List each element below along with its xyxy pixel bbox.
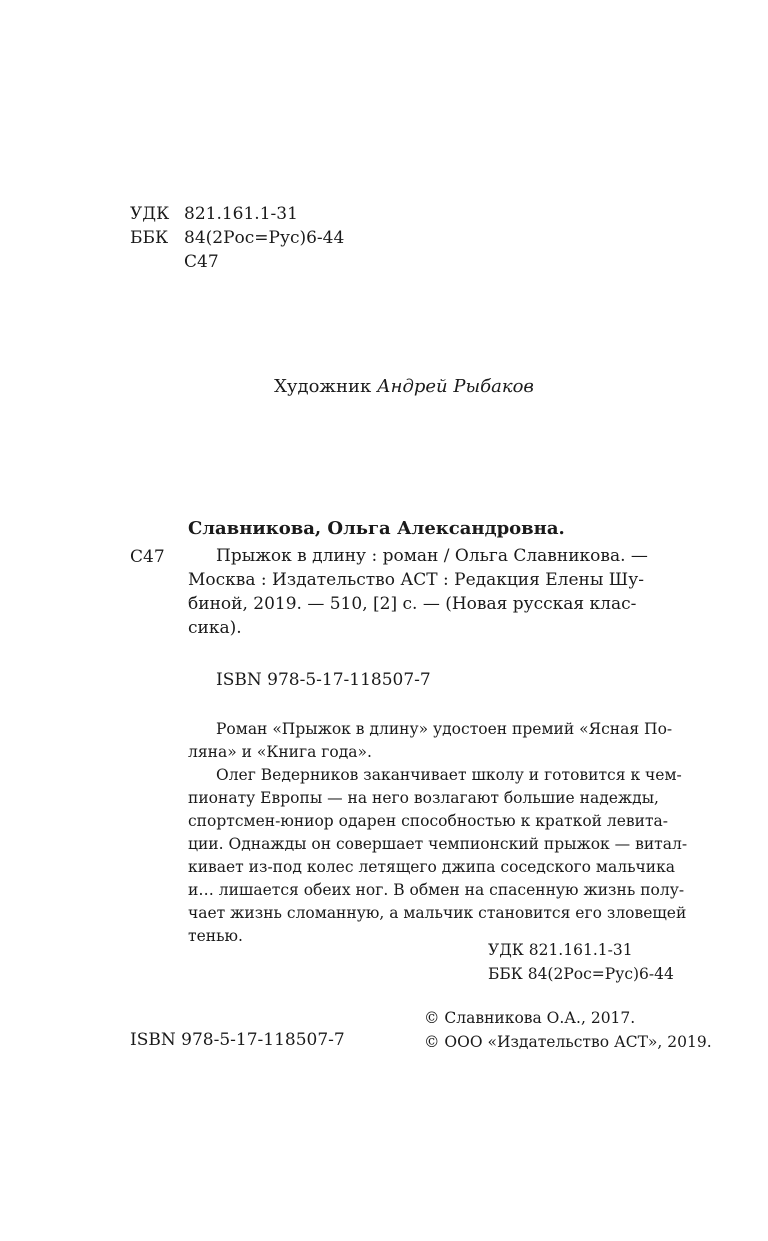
- bib-line-3: биной, 2019. — 510, [2] с. — (Новая русская клас-: [188, 594, 637, 614]
- copyright-author: © Славникова О.А., 2017.: [424, 1009, 636, 1027]
- annotation-line-5: спортсмен-юниор одарен способностью к краткой левита-: [188, 812, 669, 830]
- author-heading: Славникова, Ольга Александровна.: [188, 518, 565, 539]
- artist-name: Андрей Рыбаков: [376, 376, 534, 397]
- annotation-line-8: и… лишается обеих ног. В обмен на спасенную жизнь полу-: [188, 881, 685, 899]
- udk-row: [130, 202, 344, 226]
- udk-code: УДК 821.161.1-31: [488, 941, 633, 959]
- bib-author-mark: С47: [130, 547, 165, 567]
- bbk-label: ББК: [130, 228, 169, 248]
- annotation-line-2: ляна» и «Книга года».: [188, 743, 372, 761]
- codes-block: [488, 938, 674, 986]
- udk-label: УДК: [130, 204, 170, 224]
- annotation-line-7: кивает из-под колес летящего джипа соседского мальчика: [188, 858, 676, 876]
- annotation-line-10: тенью.: [188, 927, 243, 945]
- classification-block: [130, 202, 344, 274]
- author-mark-row: [130, 250, 344, 274]
- bbk-row: [130, 226, 344, 250]
- bib-line-4: сика).: [188, 618, 242, 638]
- bib-line-1: Прыжок в длину : роман / Ольга Славникова. —: [216, 546, 648, 566]
- udk-value: 821.161.1-31: [184, 204, 298, 224]
- annotation-line-3: Олег Ведерников заканчивает школу и готовится к чем-: [216, 766, 682, 784]
- bib-line-2: Москва : Издательство АСТ : Редакция Елены Шу-: [188, 570, 644, 590]
- annotation-line-1: Роман «Прыжок в длину» удостоен премий «Ясная По-: [216, 720, 673, 738]
- annotation-line-4: пионату Европы — на него возлагают большие надежды,: [188, 789, 659, 807]
- copyright-publisher: © ООО «Издательство АСТ», 2019.: [424, 1033, 712, 1051]
- bib-description: [188, 544, 678, 640]
- artist-role: Художник: [274, 376, 372, 397]
- copyright-block: [424, 1006, 712, 1054]
- artist-credit: [0, 376, 768, 397]
- bbk-code: ББК 84(2Рос=Рус)6-44: [488, 965, 674, 983]
- footer-isbn: ISBN 978-5-17-118507-7: [130, 1030, 345, 1050]
- author-mark: С47: [184, 252, 219, 272]
- annotation: [188, 718, 688, 948]
- bib-isbn: ISBN 978-5-17-118507-7: [216, 670, 431, 690]
- annotation-line-6: ции. Однажды он совершает чемпионский прыжок — витал-: [188, 835, 688, 853]
- bbk-value: 84(2Рос=Рус)6-44: [184, 228, 345, 248]
- annotation-line-9: чает жизнь сломанную, а мальчик становится его зловещей: [188, 904, 687, 922]
